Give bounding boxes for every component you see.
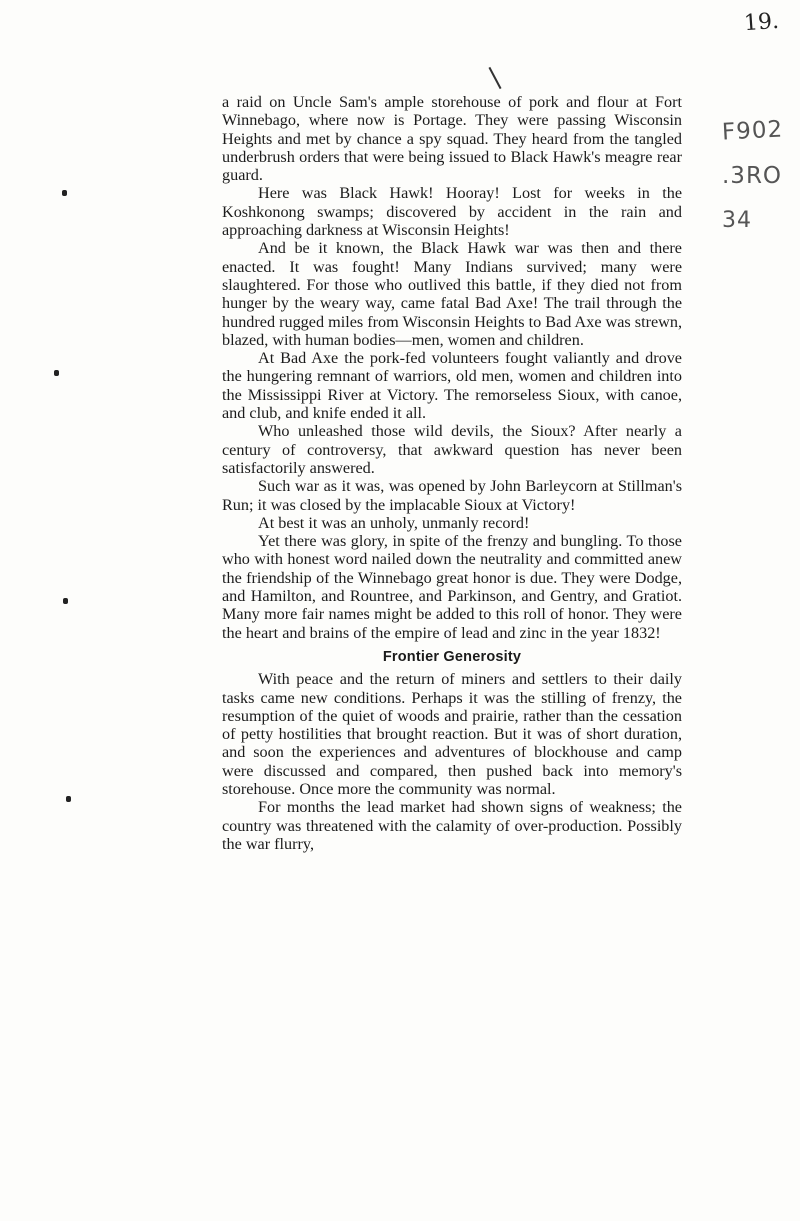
paragraph: At Bad Axe the pork-fed volunteers fought valiantly and drove the hungering remnant of warriors, old men, women and children into the Mississippi River at Victory. The remorseless Sioux, with canoe, and club, and knife ended it all. bbox=[222, 349, 682, 423]
binding-hole-mark bbox=[62, 190, 67, 196]
text-column bbox=[222, 93, 682, 853]
pencil-tick-mark bbox=[488, 67, 501, 89]
paragraph: And be it known, the Black Hawk war was then and there enacted. It was fought! Many Indians survived; many were slaughtered. For those who outlived this battle, if they died not from hunger by the weary way, came fatal Bad Axe! The trail through the hundred rugged miles from Wisconsin Heights to Bad Axe was strewn, blazed, with human bodies—men, women and children. bbox=[222, 239, 682, 349]
margin-note-number: 34 bbox=[722, 208, 752, 233]
binding-hole-mark bbox=[66, 796, 71, 802]
paragraph: Yet there was glory, in spite of the frenzy and bungling. To those who with honest word nailed down the neutrality and committed anew the friendship of the Winnebago great honor is due. They were Dodge, and Hamilton, and Rountree, and Parkinson, and Gentry, and Gratiot. Many more fair names might be added to this roll of honor. They were the heart and brains of the empire of lead and zinc in the year 1832! bbox=[222, 532, 682, 642]
margin-note-shelf: .3RO bbox=[722, 163, 783, 189]
paragraph: Such war as it was, was opened by John Barleycorn at Stillman's Run; it was closed by the implacable Sioux at Victory! bbox=[222, 477, 682, 514]
section-heading: Frontier Generosity bbox=[382, 648, 522, 665]
binding-hole-mark bbox=[63, 598, 68, 604]
margin-note-catalog: F902 bbox=[721, 116, 784, 146]
paragraph: Here was Black Hawk! Hooray! Lost for weeks in the Koshkonong swamps; discovered by accident in the rain and approaching darkness at Wisconsin Heights! bbox=[222, 184, 682, 240]
paragraph: a raid on Uncle Sam's ample storehouse of pork and flour at Fort Winnebago, where now is Portage. They were passing Wisconsin Heights and met by chance a spy squad. They heard from the tangled underbrush orders that were being issued to Black Hawk's meagre rear guard. bbox=[222, 93, 682, 185]
paragraph: With peace and the return of miners and settlers to their daily tasks came new conditions. Perhaps it was the stilling of frenzy, the resumption of the quiet of woods and prairie, rather than the cessation of petty hostilities that brought reaction. But it was of short duration, and soon the experiences and adventures of blockhouse and camp were discussed and compared, then pushed back into memory's storehouse. Once more the community was normal. bbox=[222, 670, 682, 798]
paragraph: Who unleashed those wild devils, the Sioux? After nearly a century of controversy, that awkward question has never been satisfactorily answered. bbox=[222, 422, 682, 477]
page-number: 19. bbox=[743, 8, 780, 37]
paragraph: At best it was an unholy, unmanly record! bbox=[258, 513, 530, 532]
binding-hole-mark bbox=[54, 370, 59, 376]
paragraph: For months the lead market had shown signs of weakness; the country was threatened with the calamity of over-production. Possibly the war flurry, bbox=[222, 798, 682, 853]
